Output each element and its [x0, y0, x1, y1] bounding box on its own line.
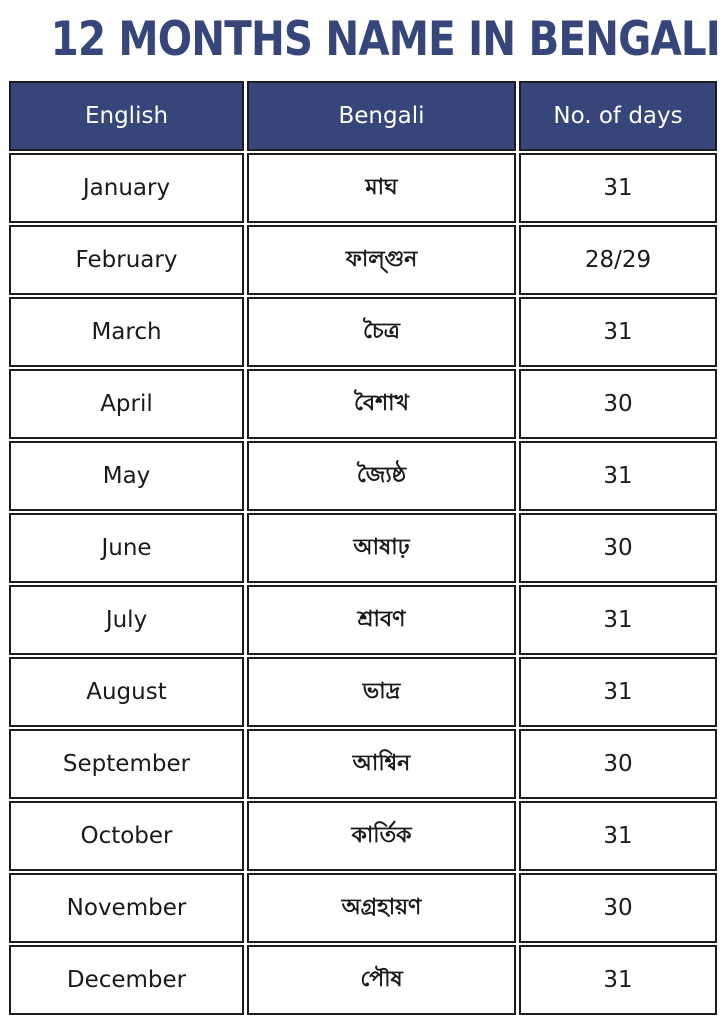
bengali-month: মাঘ — [247, 153, 516, 223]
table-row — [8, 225, 718, 297]
days-count: 28/29 — [519, 225, 717, 295]
english-month: January — [9, 153, 244, 223]
english-month: April — [9, 369, 244, 439]
table-row — [8, 297, 718, 369]
days-count: 30 — [519, 369, 717, 439]
table-row — [8, 657, 718, 729]
table-header-row — [8, 81, 718, 153]
table-row — [8, 153, 718, 225]
header-bengali: Bengali — [247, 81, 516, 151]
bengali-month: জ্যৈষ্ঠ — [247, 441, 516, 511]
bengali-month: চৈত্র — [247, 297, 516, 367]
english-month: July — [9, 585, 244, 655]
days-count: 30 — [519, 513, 717, 583]
english-month: October — [9, 801, 244, 871]
page-title: 12 MONTHS NAME IN BENGALI — [50, 12, 720, 67]
bengali-month: আষাঢ় — [247, 513, 516, 583]
bengali-month: আশ্বিন — [247, 729, 516, 799]
english-month: September — [9, 729, 244, 799]
english-month: November — [9, 873, 244, 943]
days-count: 31 — [519, 585, 717, 655]
english-month: February — [9, 225, 244, 295]
table-row — [8, 441, 718, 513]
english-month: December — [9, 945, 244, 1015]
days-count: 31 — [519, 153, 717, 223]
days-count: 31 — [519, 657, 717, 727]
english-month: March — [9, 297, 244, 367]
table-row — [8, 585, 718, 657]
english-month: June — [9, 513, 244, 583]
header-english: English — [9, 81, 244, 151]
table-row — [8, 801, 718, 873]
table-row — [8, 945, 718, 1017]
bengali-month: কার্তিক — [247, 801, 516, 871]
days-count: 31 — [519, 441, 717, 511]
table-row — [8, 729, 718, 801]
bengali-month: অগ্রহায়ণ — [247, 873, 516, 943]
days-count: 31 — [519, 801, 717, 871]
bengali-month: পৌষ — [247, 945, 516, 1015]
days-count: 30 — [519, 873, 717, 943]
table-row — [8, 369, 718, 441]
table-row — [8, 873, 718, 945]
days-count: 31 — [519, 297, 717, 367]
bengali-month: ফাল্গুন — [247, 225, 516, 295]
table-row — [8, 513, 718, 585]
bengali-month: শ্রাবণ — [247, 585, 516, 655]
english-month: August — [9, 657, 244, 727]
english-month: May — [9, 441, 244, 511]
days-count: 30 — [519, 729, 717, 799]
header-days: No. of days — [519, 81, 717, 151]
days-count: 31 — [519, 945, 717, 1015]
bengali-month: ভাদ্র — [247, 657, 516, 727]
bengali-month: বৈশাখ — [247, 369, 516, 439]
